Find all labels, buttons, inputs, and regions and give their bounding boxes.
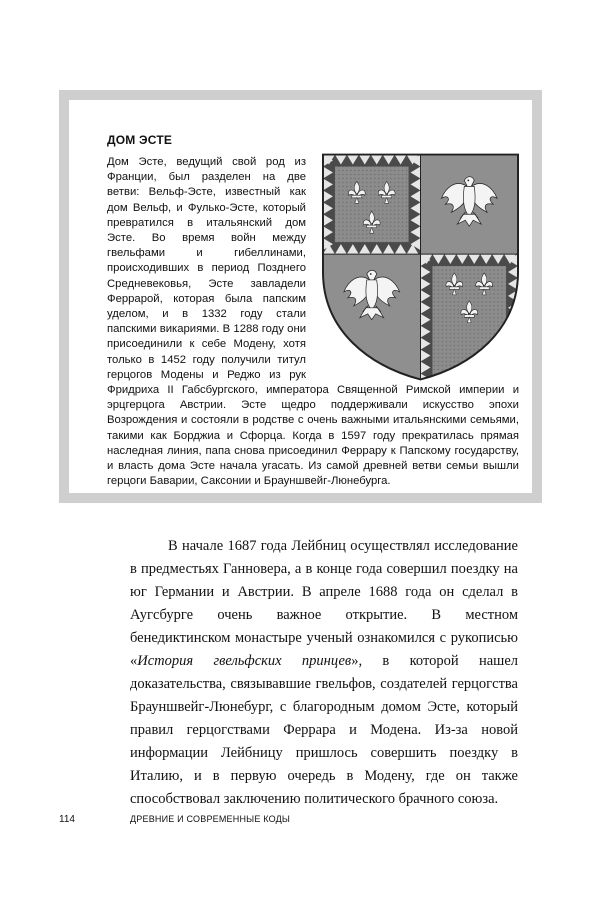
image-float-spacer <box>306 155 519 383</box>
main-paragraph-part2: », в которой нашел доказательства, связывавшие гвельфов, создателей герцогства Брауншвейг-Люнебург, с благородным домом Эсте, который правил герцогствами Феррара и Модена. Из-за новой информации Лейбницу пришлось совершить поездку в Италию, и в первую очередь в Модену, где он также способствовал заключению политического брачного союза. <box>130 653 518 807</box>
sidebar-body-text: Дом Эсте, ведущий свой род из Франции, был разделен на две ветви: Вельф-Эсте, известный как дом Вельф, и Фулько-Эсте, который превратился в итальянский дом Эсте. Во время войн между гвельфами и гибеллинами, происходивших в период Позднего Средневековья, Эсте завладели Феррарой, которая была папским уделом, и в 1332 году стали папскими викариями. В 1288 году они присоединили к себе Модену, хотя только в 1452 году получили титул герцогов Модены и Реджо из рук Фридриха II Габсбургского, императора Священной Римской империи и эрцгерцога Австрии. Эсте щедро поддерживали искусство эпохи Возрождения и состояли в родстве с очень важными итальянскими семьями, такими как Борджиа и Сфорца. Когда в 1597 году прекратилась прямая наследная линия, папа снова присоединил Феррару к Папскому государству, и власть дома Эсте начала угасать. Из самой древней ветви семьи вышли герцоги Баварии, Саксонии и Брауншвейг-Люнебурга. <box>107 156 519 488</box>
sidebar-body <box>107 155 519 489</box>
running-head: ДРЕВНИЕ И СОВРЕМЕННЫЕ КОДЫ <box>130 814 291 824</box>
main-paragraph <box>130 535 518 811</box>
sidebar-box <box>59 90 542 503</box>
main-paragraph-part1: В начале 1687 года Лейбниц осуществлял исследование в предместьях Ганновера, а в конце года совершил поездку на юг Германии и Австрии. В апреле 1688 года он сделал в Аугсбурге очень важное открытие. В местном бенедиктинском монастыре ученый ознакомился с рукописью « <box>130 538 518 669</box>
manuscript-title: История гвельфских принцев <box>137 653 352 669</box>
page-number: 114 <box>59 814 75 825</box>
sidebar-inner <box>69 100 532 493</box>
sidebar-title: ДОМ ЭСТЕ <box>107 133 173 147</box>
